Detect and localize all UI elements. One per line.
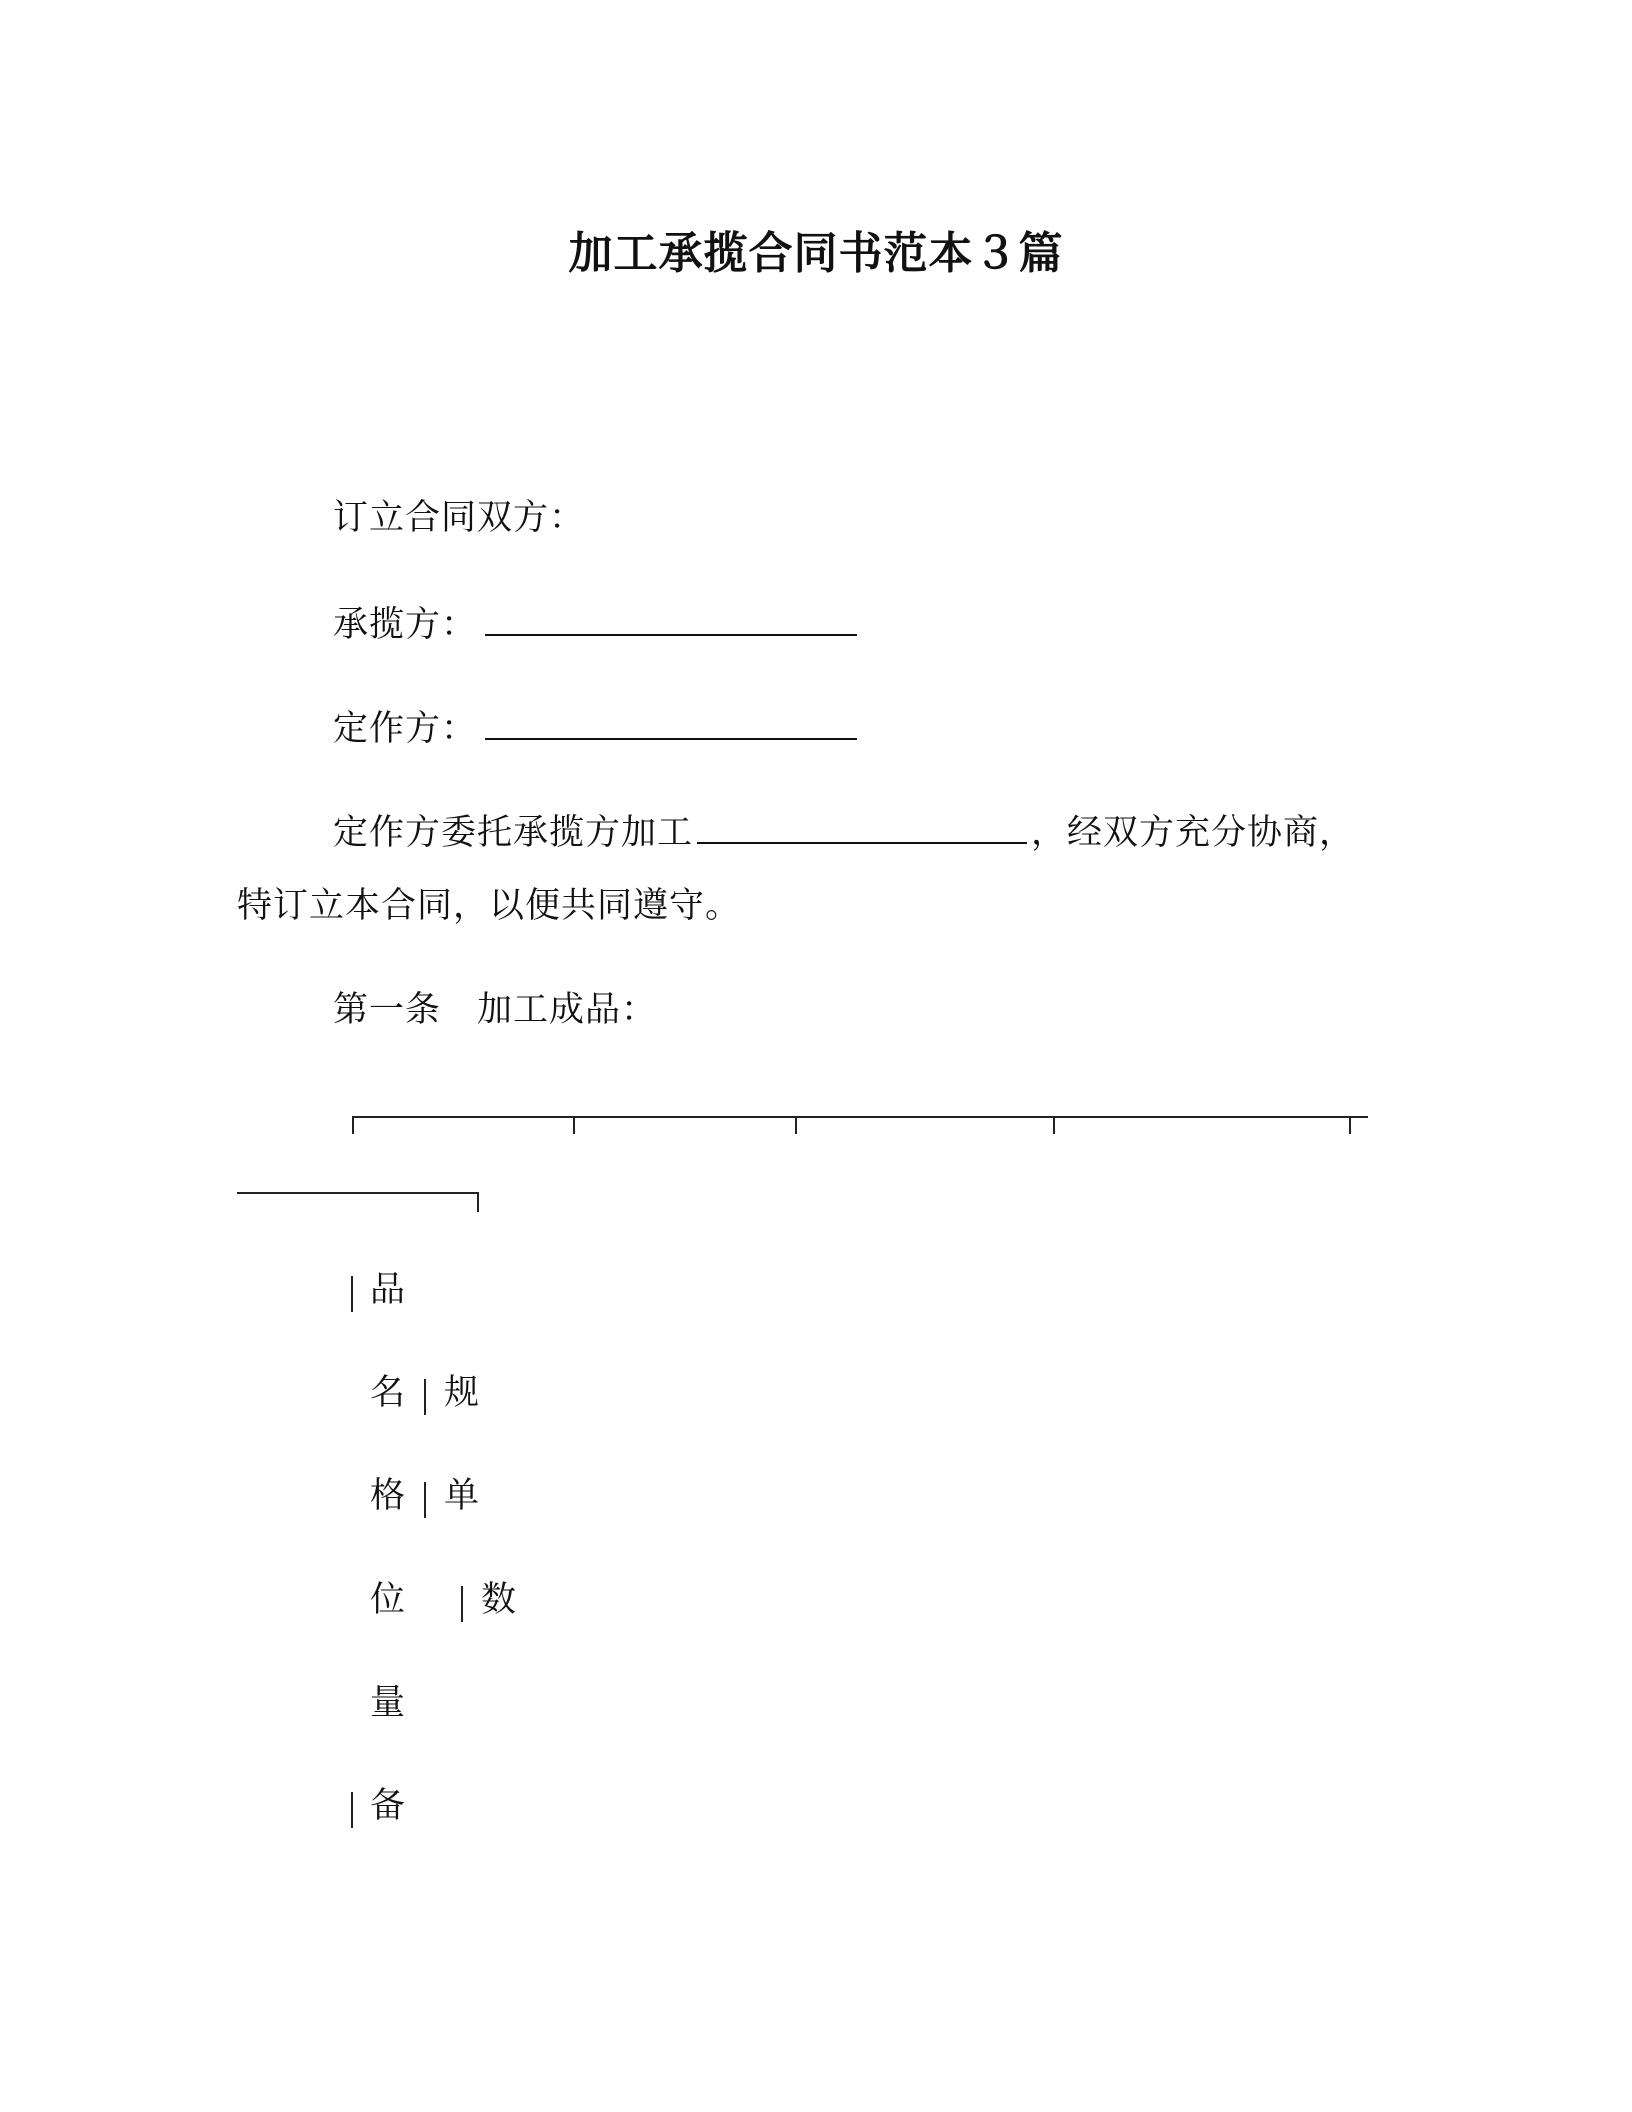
column-divider [424, 1482, 426, 1518]
intro-line-1 [333, 806, 1355, 857]
intro-text-1: 定作方委托承揽方加工 [333, 813, 694, 853]
header-char: 名 [370, 1373, 406, 1413]
header-char: 数 [481, 1580, 517, 1620]
contractor-label: 承揽方： [333, 605, 478, 645]
contractor-row [333, 598, 857, 649]
parties-heading: 订立合同双方： [333, 498, 586, 538]
table-tick [1349, 1116, 1351, 1134]
column-divider [351, 1792, 353, 1828]
column-divider [461, 1586, 463, 1622]
intro-line-2: 特订立本合同，以便共同遵守。 [237, 886, 742, 926]
page-title: 加工承揽合同书范本３篇 [568, 228, 1064, 279]
header-char: 量 [370, 1683, 406, 1723]
column-divider [424, 1379, 426, 1415]
table-tick [352, 1116, 354, 1134]
table-tick [573, 1116, 575, 1134]
table-tick [477, 1192, 479, 1212]
header-char: 规 [444, 1373, 480, 1413]
table-tick [795, 1116, 797, 1134]
intro-text-2: ，经双方充分协商， [1031, 813, 1356, 853]
product-blank-line [697, 806, 1027, 844]
header-char: 位 [370, 1580, 406, 1620]
header-char: 备 [370, 1786, 406, 1826]
header-char: 格 [370, 1476, 406, 1516]
table-top-rule [352, 1116, 1368, 1118]
article-1-heading: 第一条 加工成品： [333, 990, 658, 1030]
contractor-blank-line [485, 598, 857, 636]
client-row [333, 702, 857, 753]
client-label: 定作方： [333, 709, 478, 749]
column-divider [351, 1276, 353, 1312]
client-blank-line [485, 702, 857, 740]
table-tick [1053, 1116, 1055, 1134]
table-continuation-rule [237, 1192, 478, 1194]
header-char: 单 [444, 1476, 480, 1516]
header-char: 品 [370, 1270, 406, 1310]
